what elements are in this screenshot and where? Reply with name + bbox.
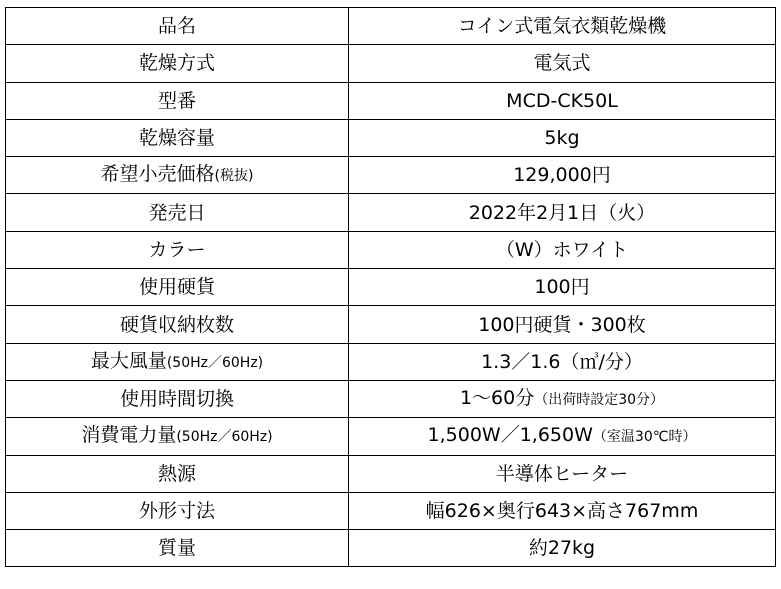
- spec-label: 熱源: [157, 462, 196, 485]
- spec-label-note: (税抜): [214, 168, 254, 185]
- table-row: [6, 306, 776, 343]
- spec-value-cell: [349, 8, 776, 45]
- spec-label-cell: [6, 530, 349, 567]
- spec-label: 品名: [157, 15, 196, 38]
- spec-value: 100円: [534, 276, 590, 299]
- spec-value-cell: [349, 157, 776, 194]
- spec-value: 約27kg: [528, 537, 596, 560]
- table-row: [6, 269, 776, 306]
- spec-value: MCD-CK50L: [506, 89, 618, 112]
- table-row: [6, 82, 776, 119]
- spec-value: 100円硬貨・300枚: [478, 313, 646, 336]
- spec-value-cell: [349, 82, 776, 119]
- spec-label: 硬貨収納枚数: [119, 313, 234, 336]
- spec-value: コイン式電気衣類乾燥機: [457, 15, 667, 38]
- table-row: [6, 157, 776, 194]
- spec-value: 1,500W／1,650W: [427, 424, 593, 447]
- spec-label-cell: [6, 194, 349, 231]
- spec-value: （W）ホワイト: [495, 238, 629, 261]
- spec-value: 5kg: [544, 127, 580, 150]
- spec-label-cell: [6, 306, 349, 343]
- spec-value-cell: [349, 530, 776, 567]
- spec-value: 1.3／1.6（㎥/分）: [481, 350, 643, 373]
- spec-label-cell: [6, 45, 349, 82]
- spec-value-cell: [349, 380, 776, 417]
- spec-value-cell: [349, 119, 776, 156]
- table-row: [6, 530, 776, 567]
- spec-label-cell: [6, 157, 349, 194]
- spec-value-cell: [349, 418, 776, 455]
- spec-value: 半導体ヒーター: [495, 462, 629, 485]
- spec-value-note: （室温30℃時）: [592, 429, 697, 446]
- spec-value: 129,000円: [513, 164, 611, 187]
- spec-label: 最大風量: [90, 349, 167, 372]
- spec-label-cell: [6, 455, 349, 492]
- spec-value-cell: [349, 45, 776, 82]
- table-row: [6, 380, 776, 417]
- spec-value: 幅626×奥行643×高さ767mm: [425, 500, 699, 522]
- spec-label-cell: [6, 492, 349, 529]
- spec-label: 希望小売価格: [100, 163, 215, 186]
- spec-label-cell: [6, 343, 349, 380]
- spec-label: 外形寸法: [138, 500, 215, 522]
- spec-label: 消費電力量: [81, 424, 177, 447]
- spec-label-note: (50Hz／60Hz): [166, 354, 264, 371]
- spec-table: [5, 7, 776, 567]
- spec-label: 乾燥方式: [138, 52, 215, 75]
- spec-value-cell: [349, 306, 776, 343]
- spec-label-cell: [6, 380, 349, 417]
- spec-label-cell: [6, 82, 349, 119]
- spec-label: 型番: [157, 89, 196, 112]
- spec-value-cell: [349, 231, 776, 268]
- spec-value: 2022年2月1日（火）: [468, 201, 656, 224]
- spec-label: カラー: [148, 238, 206, 261]
- table-row: [6, 418, 776, 455]
- spec-label: 乾燥容量: [138, 127, 215, 150]
- spec-label-cell: [6, 269, 349, 306]
- spec-label: 使用硬貨: [138, 276, 215, 299]
- spec-label-cell: [6, 231, 349, 268]
- table-row: [6, 194, 776, 231]
- spec-label: 質量: [157, 537, 196, 560]
- spec-value-cell: [349, 194, 776, 231]
- table-row: [6, 455, 776, 492]
- spec-label: 使用時間切換: [119, 388, 234, 411]
- spec-value: 1〜60分: [459, 387, 535, 410]
- table-row: [6, 119, 776, 156]
- table-row: [6, 343, 776, 380]
- spec-label-cell: [6, 418, 349, 455]
- spec-value-cell: [349, 492, 776, 529]
- spec-label: 発売日: [148, 201, 206, 224]
- spec-label-note: (50Hz／60Hz): [176, 429, 273, 446]
- spec-value: 電気式: [533, 52, 591, 75]
- table-row: [6, 492, 776, 529]
- spec-label-cell: [6, 119, 349, 156]
- table-row: [6, 45, 776, 82]
- spec-value-cell: [349, 455, 776, 492]
- table-row: [6, 8, 776, 45]
- table-row: [6, 231, 776, 268]
- spec-value-cell: [349, 343, 776, 380]
- spec-label-cell: [6, 8, 349, 45]
- spec-value-note: （出荷時設定30分）: [534, 392, 665, 409]
- spec-value-cell: [349, 269, 776, 306]
